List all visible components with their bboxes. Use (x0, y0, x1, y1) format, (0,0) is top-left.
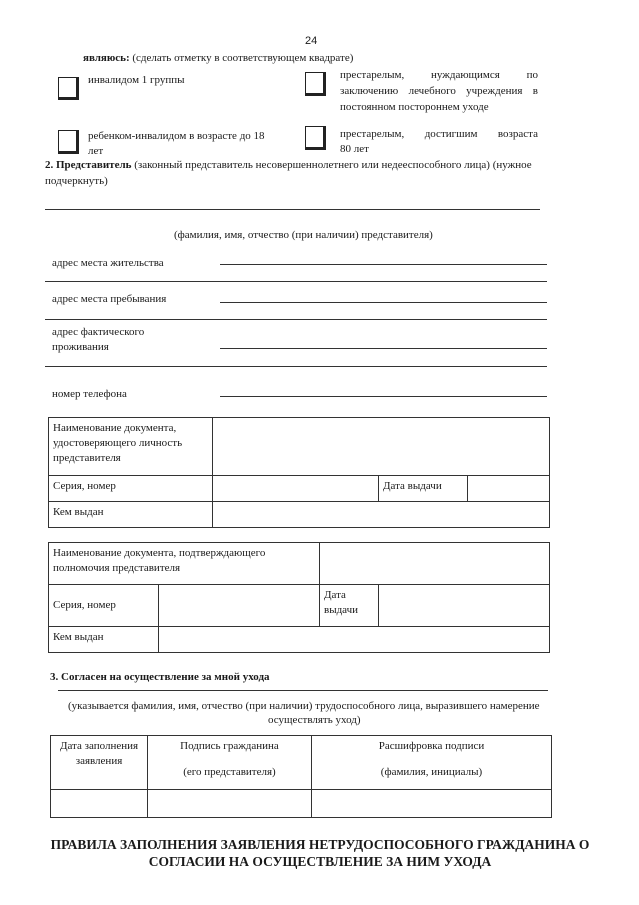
identity-doc-issued-by-label: Кем выдан (49, 502, 213, 528)
identity-doc-series-label: Серия, номер (49, 476, 213, 502)
authority-doc-issued-by-label: Кем выдан (49, 627, 159, 653)
option-elderly-80-line2: 80 лет (340, 143, 369, 155)
option-disabled-child-line1: ребенком-инвалидом в возрасте до 18 (88, 130, 265, 142)
option-elderly-care-line2: заключению лечебного учреждения в (340, 85, 538, 97)
address-actual-label-line2: проживания (52, 341, 109, 353)
status-lead-bold: являюсь: (83, 52, 130, 64)
address-actual-field[interactable] (220, 348, 547, 349)
authority-doc-date-label (320, 585, 379, 627)
address-residence-field-2[interactable] (45, 281, 547, 282)
status-lead (83, 51, 353, 66)
signature-col-transcript-line2: (фамилия, инициалы) (380, 766, 483, 778)
signature-sign-value[interactable] (148, 790, 312, 818)
caregiver-caption-line1: (указывается фамилия, имя, отчество (при наличии) трудоспособного лица, выразившего намерение (68, 700, 540, 712)
address-residence-label: адрес места жительства (52, 257, 164, 269)
authority-doc-date-value[interactable] (379, 585, 550, 627)
section3-title: 3. Согласен на осуществление за мной ухода (50, 671, 270, 683)
address-actual-label-line1: адрес фактического (52, 326, 145, 338)
signature-col-sign-line2: (его представителя) (183, 766, 276, 778)
signature-col-sign-line1: Подпись гражданина (180, 740, 279, 752)
checkbox-elderly-80[interactable] (305, 126, 326, 150)
identity-doc-name-line2: удостоверяющего личность (53, 437, 183, 449)
signature-col-transcript-header (312, 736, 552, 790)
rules-heading-line2: СОГЛАСИИ НА ОСУЩЕСТВЛЕНИЕ ЗА НИМ УХОДА (148, 854, 492, 869)
section2-title (45, 158, 532, 173)
section2-title-line2: подчеркнуть) (45, 175, 108, 187)
status-lead-text: (сделать отметку в соответствующем квадрате) (129, 52, 354, 64)
signature-col-date-header (51, 736, 148, 790)
identity-doc-name-label (49, 418, 213, 476)
caregiver-fio-line[interactable] (58, 690, 548, 691)
authority-doc-series-value[interactable] (159, 585, 320, 627)
signature-col-date-line1: Дата заполнения (59, 740, 139, 752)
authority-doc-name-line2: полномочия представителя (53, 562, 181, 574)
phone-field[interactable] (220, 396, 547, 397)
authority-doc-issued-by-value[interactable] (159, 627, 550, 653)
address-stay-field[interactable] (220, 302, 547, 303)
authority-doc-name-line1: Наименование документа, подтверждающего (53, 547, 266, 559)
identity-document-table (48, 417, 550, 528)
authority-doc-name-value[interactable] (320, 543, 550, 585)
identity-doc-series-value[interactable] (213, 476, 379, 502)
option-elderly-80-line1: престарелым, достигшим возраста (340, 128, 538, 140)
representative-fio-line[interactable] (45, 209, 540, 210)
identity-doc-name-value[interactable] (213, 418, 550, 476)
option-elderly-care-line1: престарелым, нуждающимся по (340, 69, 538, 81)
address-stay-label: адрес места пребывания (52, 293, 167, 305)
identity-doc-name-line1: Наименование документа, (53, 422, 177, 434)
authority-doc-series-label: Серия, номер (49, 585, 159, 627)
checkbox-disabled-group1[interactable] (58, 77, 79, 100)
address-residence-field[interactable] (220, 264, 547, 265)
signature-date-value[interactable] (51, 790, 148, 818)
identity-doc-date-value[interactable] (468, 476, 550, 502)
section2-title-text: (законный представитель несовершеннолетнего или недееспособного лица) (нужное (131, 159, 532, 171)
address-stay-field-2[interactable] (45, 319, 547, 320)
identity-doc-name-line3: представителя (53, 452, 121, 464)
rules-heading-line1: ПРАВИЛА ЗАПОЛНЕНИЯ ЗАЯВЛЕНИЯ НЕТРУДОСПОСОБНОГО ГРАЖДАНИНА О (50, 837, 590, 852)
signature-table (50, 735, 552, 818)
caregiver-caption-line2: осуществлять уход) (268, 714, 361, 726)
phone-label: номер телефона (52, 388, 127, 400)
signature-col-date-line2: заявления (75, 755, 123, 767)
authority-doc-date-line1: Дата (324, 589, 346, 601)
authority-document-table (48, 542, 550, 653)
representative-fio-caption: (фамилия, имя, отчество (при наличии) представителя) (174, 229, 433, 241)
address-actual-field-2[interactable] (45, 366, 547, 367)
signature-col-transcript-line1: Расшифровка подписи (378, 740, 485, 752)
checkbox-elderly-care[interactable] (305, 72, 326, 96)
identity-doc-date-label: Дата выдачи (379, 476, 468, 502)
option-disabled-child-line2: лет (88, 145, 104, 157)
identity-doc-issued-by-value[interactable] (213, 502, 550, 528)
signature-col-sign-header (148, 736, 312, 790)
section2-title-bold: 2. Представитель (45, 159, 132, 171)
signature-transcript-value[interactable] (312, 790, 552, 818)
option-disabled-group1-label: инвалидом 1 группы (88, 74, 185, 86)
authority-doc-name-label (49, 543, 320, 585)
authority-doc-date-line2: выдачи (324, 604, 359, 616)
option-elderly-care-line3: постоянном постороннем уходе (340, 101, 489, 113)
checkbox-disabled-child[interactable] (58, 130, 79, 154)
page-number: 24 (305, 35, 318, 47)
